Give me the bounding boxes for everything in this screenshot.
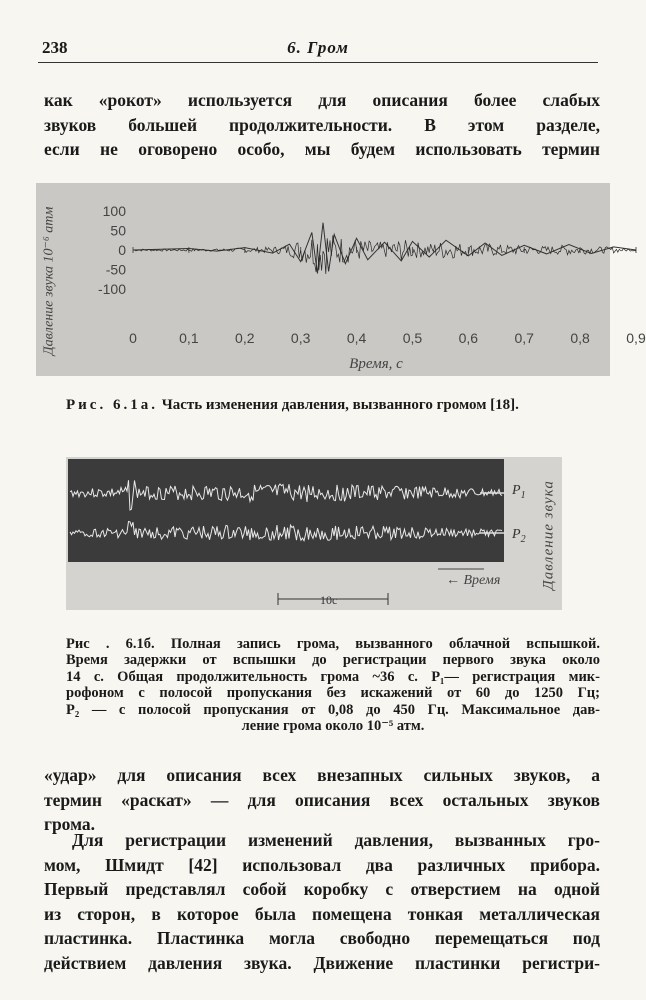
caption-line: P₂ — с полосой пропускания от 0,08 до 450 Гц. Максимальное дав- <box>66 701 600 718</box>
running-header <box>38 38 598 63</box>
sound-pressure-label: Давление звука <box>540 479 557 590</box>
paragraph-line: звуков большей продолжительности. В этом разделе, <box>44 114 600 135</box>
channel-label-p1: $P_1$ <box>512 483 526 501</box>
caption-line: Время задержки от вспышки до регистрации первого звука около <box>66 652 600 669</box>
paragraph-line: действием давления звука. Движение пластинки регистри- <box>44 952 600 973</box>
chapter-title: 6. Гром <box>287 38 349 57</box>
paragraph-line: мом, Шмидт [42] использовал два различных прибора. <box>44 854 600 875</box>
caption-line: Рис . 6.1б. Полная запись грома, вызванного облачной вспышкой. <box>66 636 600 652</box>
x-tick-label: 0,7 <box>514 330 534 346</box>
trace-p2 <box>70 522 502 541</box>
trace-p1 <box>70 480 502 510</box>
y-tick-label: 0 <box>118 242 126 258</box>
y-axis-label: Давление звука 10⁻⁶ атм <box>41 206 57 355</box>
figure2-caption <box>66 636 600 734</box>
paragraph-line: Первый представлял собой коробку с отверстием на одной <box>44 879 600 899</box>
caption-label: Рис. 6.1а. <box>66 397 158 413</box>
figure-6-1b <box>66 457 562 610</box>
y-tick-label: 100 <box>102 203 126 219</box>
x-tick-label: 0,3 <box>290 330 311 346</box>
x-tick-label: 0 <box>129 330 137 346</box>
x-tick-label: 0,8 <box>570 330 590 346</box>
paragraph-line: из сторон, в которое была помещена тонкая металлическая <box>44 903 600 924</box>
x-axis-label: Время, с <box>349 356 403 372</box>
x-tick-label: 0,9 <box>626 330 646 346</box>
y-tick-label: -50 <box>105 261 126 278</box>
caption-line: ление грома около 10⁻⁵ атм. <box>241 718 425 735</box>
x-tick-label: 0,2 <box>235 330 255 346</box>
paragraph-line: термин «раскат» — для описания всех остальных звуков <box>44 789 600 810</box>
time-scale-label: 10с <box>320 593 338 607</box>
channel-label-p2: $P_2$ <box>512 527 526 545</box>
paragraph-line: пластинка. Пластинка могла свободно перемещаться под <box>44 928 600 948</box>
caption-line: 14 с. Общая продолжительность грома ~36 с. P₁— регистрация мик- <box>66 668 600 685</box>
bottom-paragraph <box>44 763 600 837</box>
pressure-noise-trace <box>133 235 636 274</box>
y-tick-label: 50 <box>110 222 126 239</box>
y-tick-label: -100 <box>97 281 126 297</box>
pressure-trace <box>133 223 636 274</box>
x-tick-label: 0,1 <box>179 330 199 346</box>
caption-text: Часть изменения давления, вызванного громом [18]. <box>157 397 519 413</box>
pressure-chart <box>36 183 646 376</box>
x-tick-label: 0,5 <box>402 330 423 346</box>
figure1-caption <box>66 397 606 414</box>
time-arrow-label: ← Время <box>446 573 501 588</box>
page-number: 238 <box>42 38 68 57</box>
next-paragraph <box>44 828 600 975</box>
paragraph-line: как «рокот» используется для описания более слабых <box>44 90 600 110</box>
paragraph-line: грома. <box>44 814 96 834</box>
x-tick-label: 0,6 <box>458 330 479 346</box>
paragraph-line: «удар» для описания всех внезапных сильных звуков, а <box>44 765 600 785</box>
paragraph-line: Для регистрации изменений давления, вызванных гро- <box>72 830 600 850</box>
figure-6-1a <box>36 183 646 376</box>
x-tick-label: 0,4 <box>346 330 367 346</box>
paragraph-line: если не оговорено особо, мы будем использовать термин <box>44 139 600 159</box>
top-paragraph <box>44 88 600 162</box>
caption-line: рофоном с полосой пропускания без искажений от 60 до 1250 Гц; <box>66 685 600 702</box>
